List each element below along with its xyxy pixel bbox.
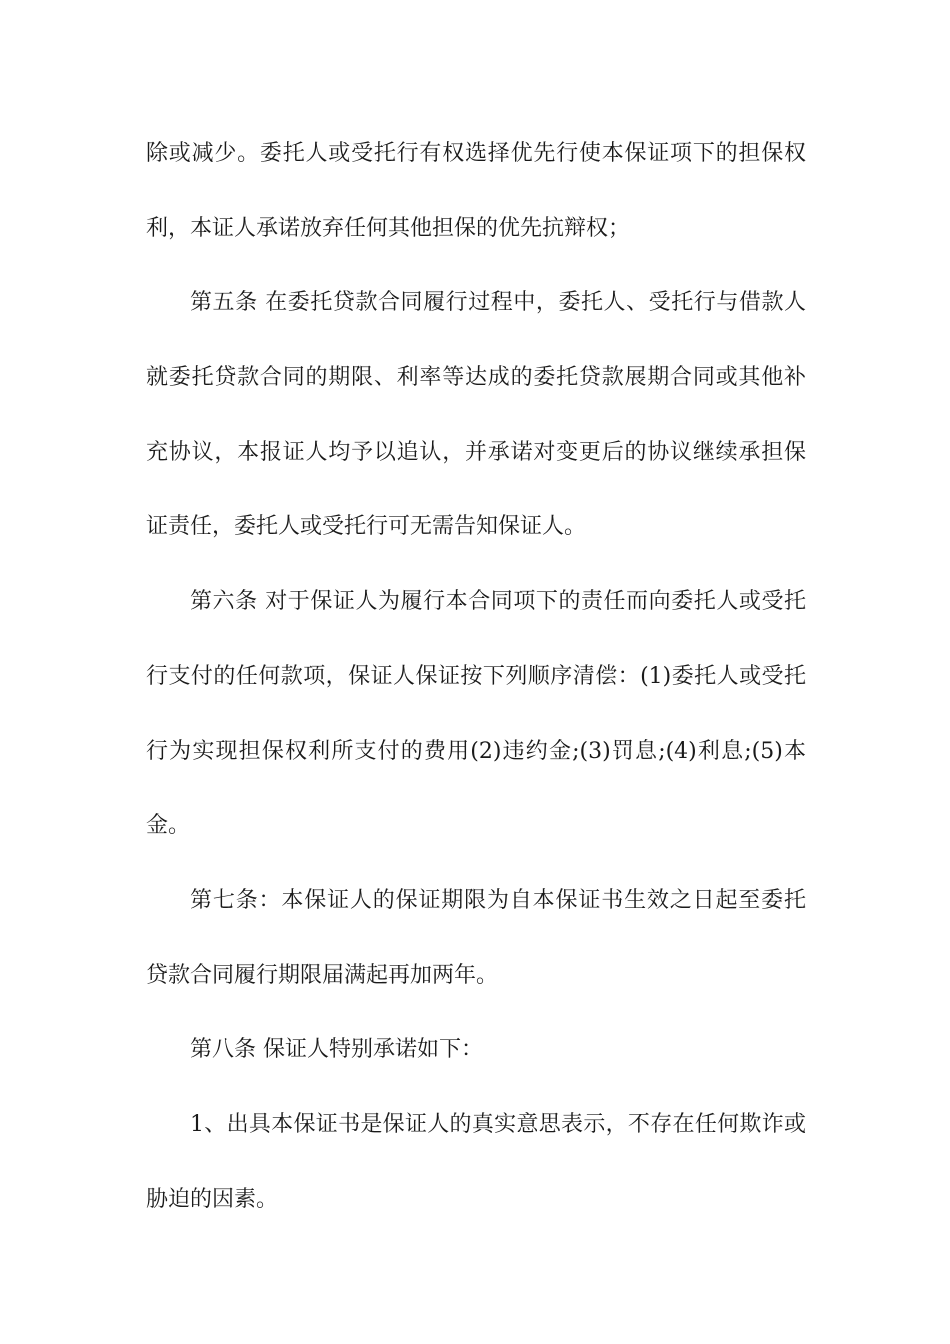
paragraph-line: 行支付的任何款项，保证人保证按下列顺序清偿：(1)委托人或受托 (146, 663, 806, 689)
paragraph-line: 证责任，委托人或受托行可无需告知保证人。 (146, 514, 587, 540)
paragraph-line: 行为实现担保权利所支付的费用(2)违约金;(3)罚息;(4)利息;(5)本 (146, 738, 806, 764)
article-8-heading-line: 第八条 保证人特别承诺如下： (190, 1037, 483, 1063)
list-item-1-line: 1、出具本保证书是保证人的真实意思表示，不存在任何欺诈或 (190, 1111, 806, 1137)
paragraph-line: 贷款合同履行期限届满起再加两年。 (146, 962, 499, 988)
paragraph-line: 金。 (146, 813, 191, 839)
paragraph-line: 胁迫的因素。 (146, 1186, 279, 1212)
paragraph-line: 除或减少。委托人或受托行有权选择优先行使本保证项下的担保权 (146, 141, 806, 166)
paragraph-line: 充协议，本报证人均予以追认，并承诺对变更后的协议继续承担保 (146, 439, 806, 465)
article-6-heading-line: 第六条 对于保证人为履行本合同项下的责任而向委托人或受托 (190, 589, 806, 615)
article-7-heading-line: 第七条：本保证人的保证期限为自本保证书生效之日起至委托 (190, 887, 806, 913)
document-body (146, 129, 806, 1249)
paragraph-line: 就委托贷款合同的期限、利率等达成的委托贷款展期合同或其他补 (146, 365, 806, 391)
paragraph-line: 利，本证人承诺放弃任何其他担保的优先抗辩权； (146, 215, 631, 241)
article-5-heading-line: 第五条 在委托贷款合同履行过程中，委托人、受托行与借款人 (190, 290, 806, 316)
